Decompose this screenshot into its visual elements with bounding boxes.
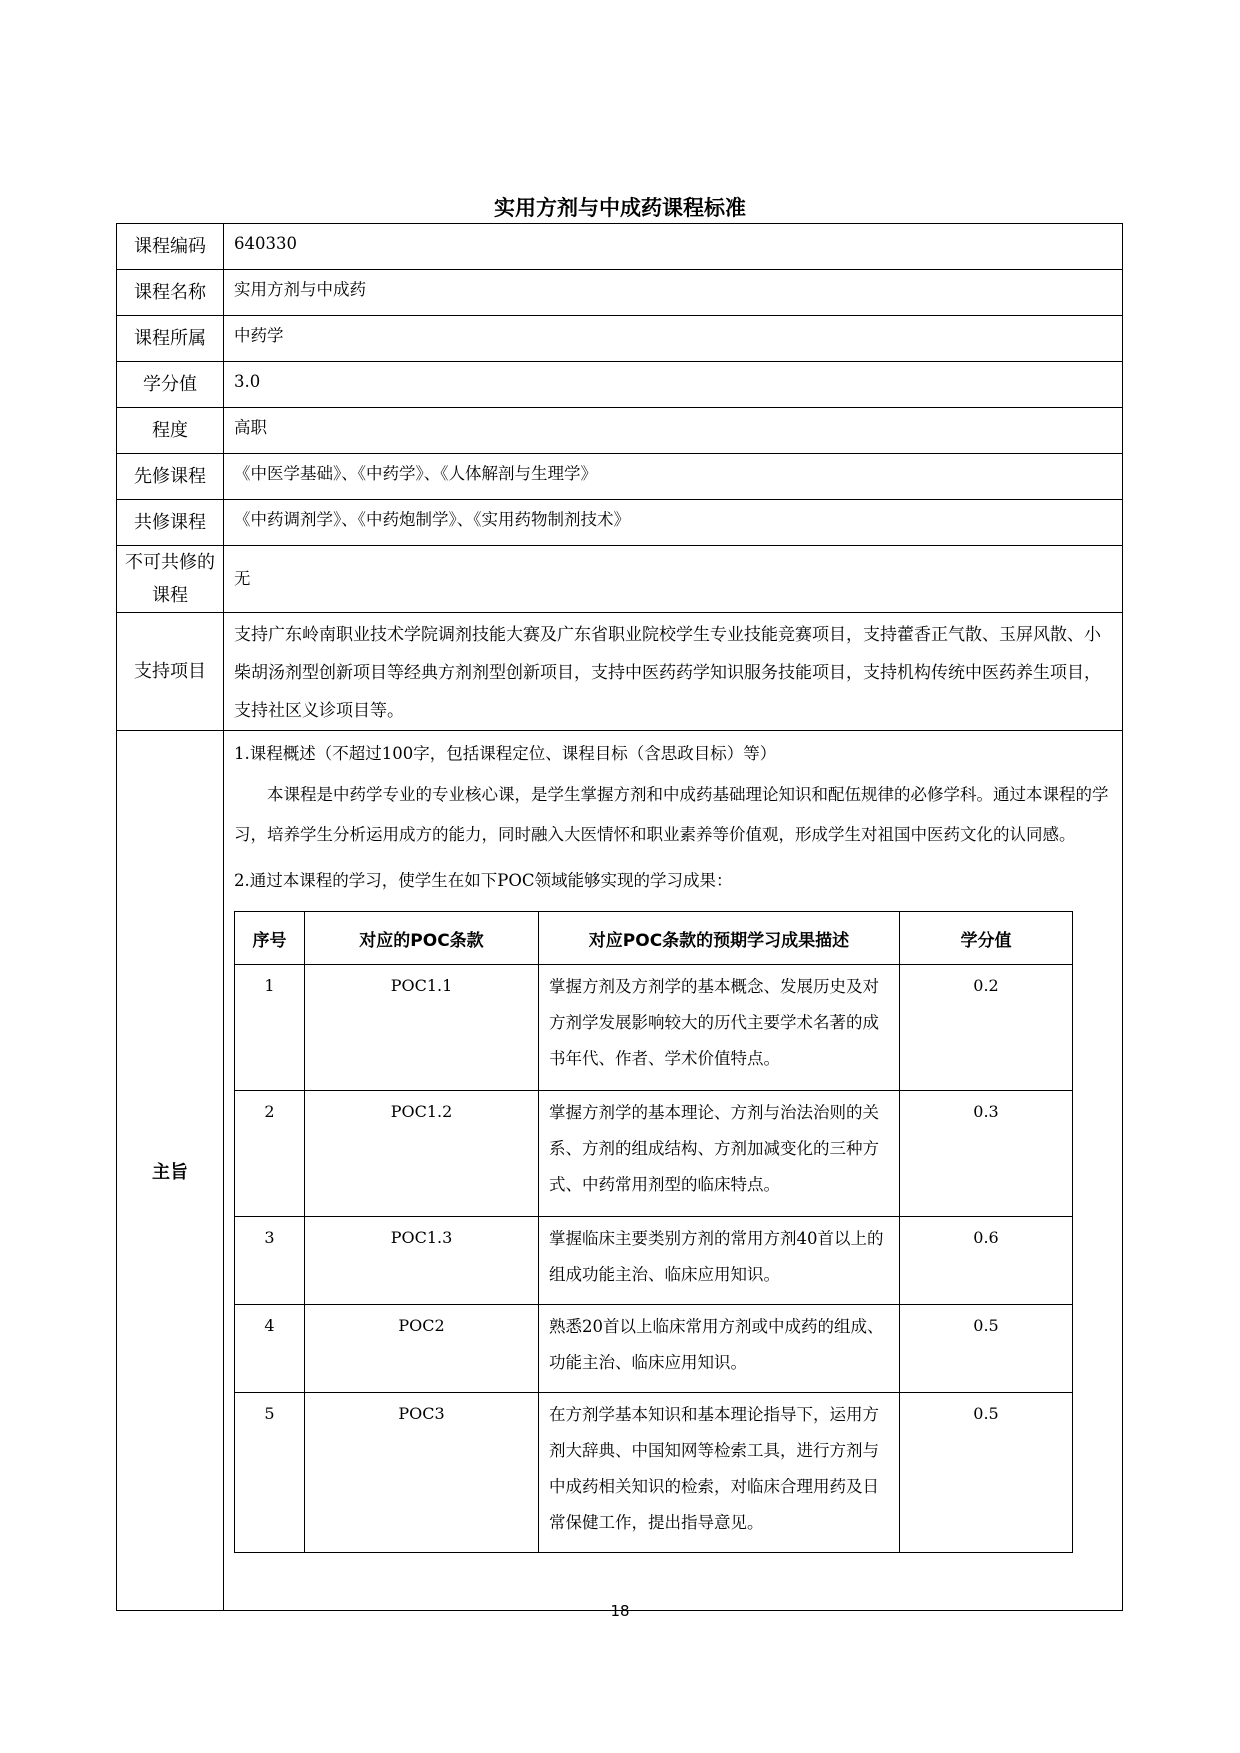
poc-header-clause: 对应的POC条款: [305, 912, 539, 965]
poc-header-credit: 学分值: [900, 912, 1073, 965]
poc-no: 1: [235, 965, 305, 1091]
value-support-projects: 支持广东岭南职业技术学院调剂技能大赛及广东省职业院校学生专业技能竞赛项目，支持藿香正气散、玉屏风散、小柴胡汤剂型创新项目等经典方剂剂型创新项目，支持中医药药学知识服务技能项目，支持机构传统中医药养生项目，支持社区义诊项目等。: [224, 613, 1123, 731]
poc-credit: 0.5: [900, 1305, 1073, 1393]
value-corequisites: 《中药调剂学》、《中药炮制学》、《实用药物制剂技术》: [224, 500, 1123, 546]
value-exclusions: 无: [224, 546, 1123, 613]
row-corequisites: [117, 500, 1123, 546]
row-course-code: [117, 224, 1123, 270]
poc-header-row: [235, 912, 1073, 965]
label-corequisites: 共修课程: [117, 500, 224, 546]
poc-clause: POC1.1: [305, 965, 539, 1091]
poc-clause: POC2: [305, 1305, 539, 1393]
value-aim: [224, 731, 1123, 1611]
poc-no: 4: [235, 1305, 305, 1393]
document-title: 实用方剂与中成药课程标准: [494, 196, 746, 220]
label-course-affiliation: 课程所属: [117, 316, 224, 362]
poc-outcome: 掌握方剂及方剂学的基本概念、发展历史及对方剂学发展影响较大的历代主要学术名著的成书年代、作者、学术价值特点。: [539, 965, 900, 1091]
table-row: [235, 965, 1073, 1091]
poc-no: 5: [235, 1393, 305, 1553]
poc-header-no: 序号: [235, 912, 305, 965]
poc-outcome: 掌握方剂学的基本理论、方剂与治法治则的关系、方剂的组成结构、方剂加减变化的三种方式、中药常用剂型的临床特点。: [539, 1091, 900, 1217]
value-course-code: 640330: [224, 224, 1123, 270]
page-number: 18: [610, 1602, 630, 1620]
row-level: [117, 408, 1123, 454]
row-support-projects: [117, 613, 1123, 731]
section2-heading: 2.通过本课程的学习，使学生在如下POC领域能够实现的学习成果：: [234, 871, 733, 890]
poc-no: 3: [235, 1217, 305, 1305]
poc-outcome: 在方剂学基本知识和基本理论指导下，运用方剂大辞典、中国知网等检索工具，进行方剂与中成药相关知识的检索，对临床合理用药及日常保健工作，提出指导意见。: [539, 1393, 900, 1553]
poc-credit: 0.3: [900, 1091, 1073, 1217]
section1-heading: 1.课程概述（不超过100字，包括课程定位、课程目标（含思政目标）等）: [234, 744, 777, 763]
table-row: [235, 1305, 1073, 1393]
poc-credit: 0.5: [900, 1393, 1073, 1553]
label-aim: 主旨: [117, 731, 224, 1611]
row-aim: [117, 731, 1123, 1611]
label-credits: 学分值: [117, 362, 224, 408]
row-credits: [117, 362, 1123, 408]
table-row: [235, 1091, 1073, 1217]
poc-header-outcome: 对应POC条款的预期学习成果描述: [539, 912, 900, 965]
label-support-projects: 支持项目: [117, 613, 224, 731]
row-course-affiliation: [117, 316, 1123, 362]
poc-table: [234, 911, 1073, 1553]
poc-clause: POC1.3: [305, 1217, 539, 1305]
value-prerequisites: 《中医学基础》、《中药学》、《人体解剖与生理学》: [224, 454, 1123, 500]
table-row: [235, 1393, 1073, 1553]
row-prerequisites: [117, 454, 1123, 500]
poc-outcome: 掌握临床主要类别方剂的常用方剂40首以上的组成功能主治、临床应用知识。: [539, 1217, 900, 1305]
value-course-name: 实用方剂与中成药: [224, 270, 1123, 316]
label-course-name: 课程名称: [117, 270, 224, 316]
poc-credit: 0.6: [900, 1217, 1073, 1305]
value-course-affiliation: 中药学: [224, 316, 1123, 362]
course-standard-table: [116, 223, 1123, 1611]
row-exclusions: [117, 546, 1123, 613]
poc-outcome: 熟悉20首以上临床常用方剂或中成药的组成、功能主治、临床应用知识。: [539, 1305, 900, 1393]
label-course-code: 课程编码: [117, 224, 224, 270]
value-credits: 3.0: [224, 362, 1123, 408]
table-row: [235, 1217, 1073, 1305]
poc-clause: POC1.2: [305, 1091, 539, 1217]
poc-credit: 0.2: [900, 965, 1073, 1091]
value-level: 高职: [224, 408, 1123, 454]
label-prerequisites: 先修课程: [117, 454, 224, 500]
label-exclusions: 不可共修的课程: [117, 546, 224, 613]
poc-clause: POC3: [305, 1393, 539, 1553]
section1-body: 本课程是中药学专业的专业核心课，是学生掌握方剂和中成药基础理论知识和配伍规律的必修学科。通过本课程的学习，培养学生分析运用成方的能力，同时融入大医情怀和职业素养等价值观，形成学生对祖国中医药文化的认同感。: [234, 785, 1109, 844]
poc-no: 2: [235, 1091, 305, 1217]
row-course-name: [117, 270, 1123, 316]
label-level: 程度: [117, 408, 224, 454]
